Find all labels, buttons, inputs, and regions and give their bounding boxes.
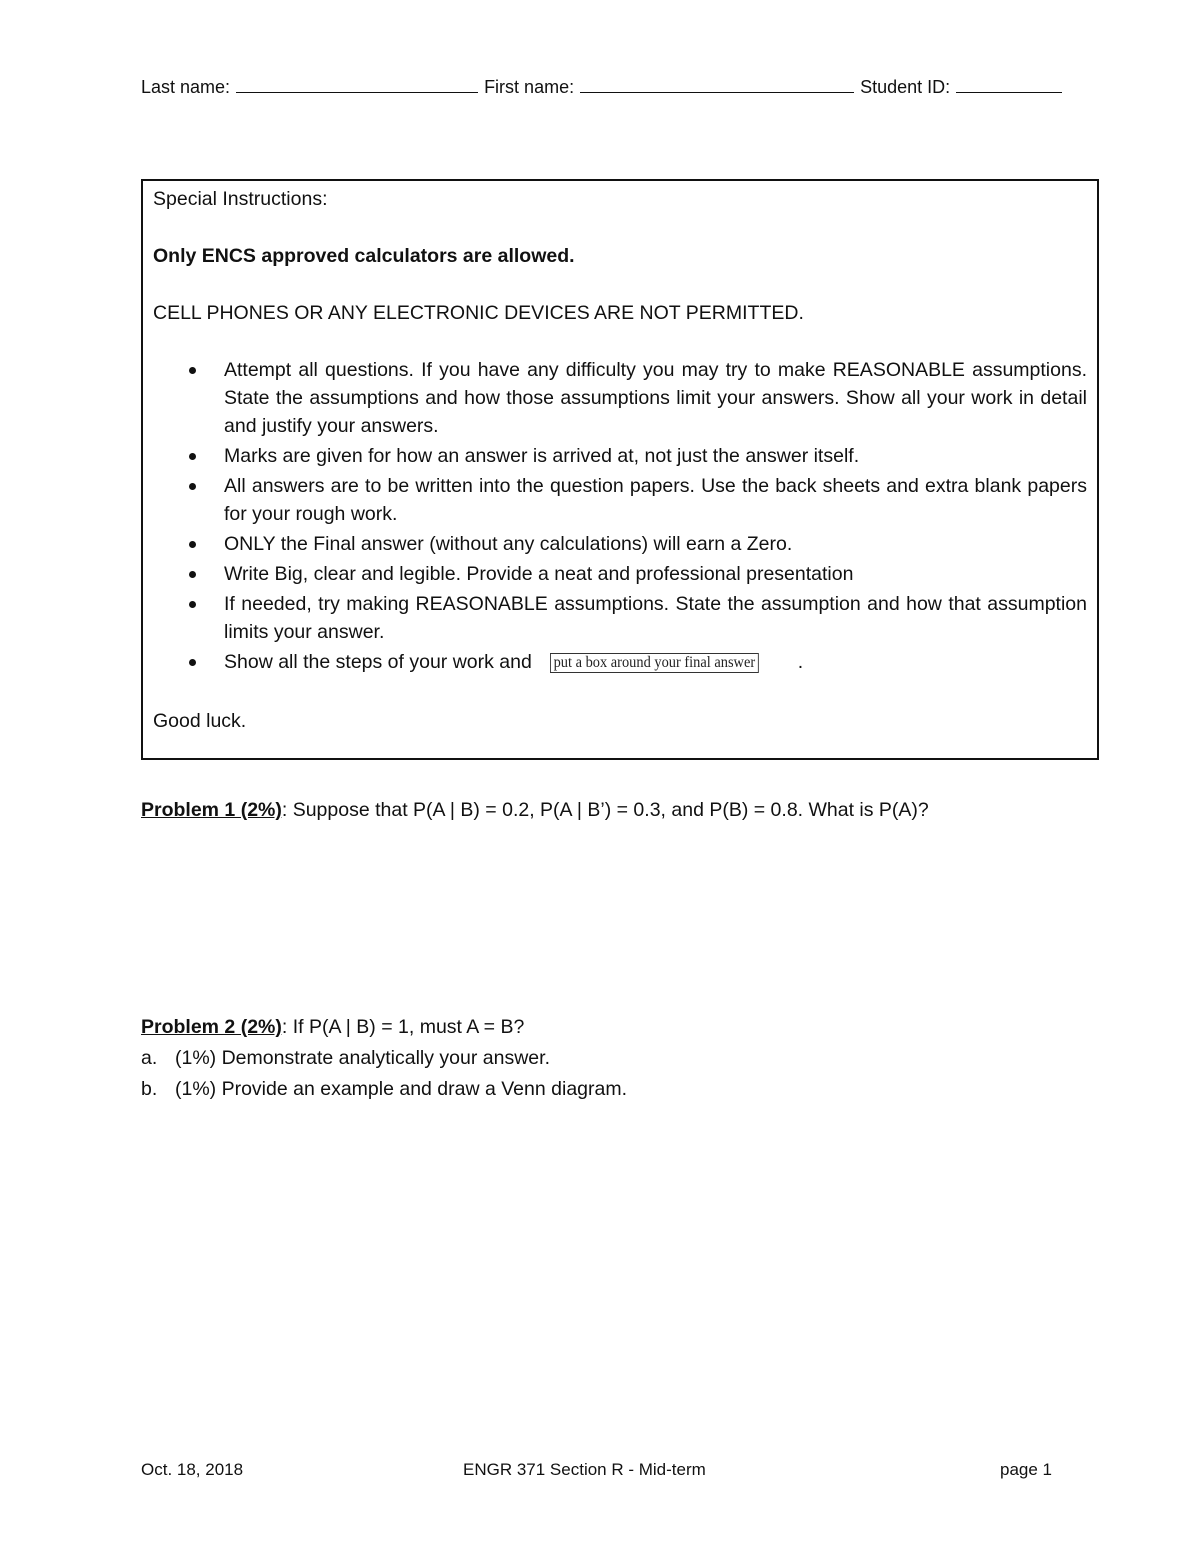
problem-2-text: : If P(A | B) = 1, must A = B?: [281, 1016, 525, 1038]
list-item: Show all the steps of your work and put a box around your final answer .: [153, 648, 1087, 676]
list-item: Attempt all questions. If you have any difficulty you may try to make REASONABLE assumptions. State the assumptions and how those assumptions limit your answers. Show all your work in detail and justify your answers.: [153, 356, 1087, 440]
bullet-icon: [189, 659, 196, 666]
bullet-icon: [189, 571, 196, 578]
list-item: Marks are given for how an answer is arrived at, not just the answer itself.: [153, 442, 1087, 470]
bullet-icon: [189, 541, 196, 548]
footer-date: Oct. 18, 2018: [141, 1460, 244, 1479]
calculators-rule: Only ENCS approved calculators are allowed.: [153, 245, 575, 267]
student-id-blank: [956, 74, 1062, 93]
instructions-list: [153, 356, 1087, 676]
devices-rule: CELL PHONES OR ANY ELECTRONIC DEVICES ARE NOT PERMITTED.: [153, 302, 804, 324]
last-name-label: Last name:: [141, 77, 231, 97]
footer-page-number: page 1: [1000, 1460, 1052, 1479]
problem-2-title: Problem 2 (2%): [141, 1016, 282, 1038]
instructions-heading: Special Instructions:: [153, 188, 328, 210]
list-item: All answers are to be written into the question papers. Use the back sheets and extra blank papers for your rough work.: [153, 472, 1087, 528]
bullet-icon: [189, 483, 196, 490]
problem-2: [141, 1012, 1101, 1105]
problem-1-title: Problem 1 (2%): [141, 799, 282, 821]
problem-1: [141, 795, 1101, 826]
list-item: ONLY the Final answer (without any calculations) will earn a Zero.: [153, 530, 1087, 558]
first-name-blank: [580, 74, 854, 93]
student-id-label: Student ID:: [860, 77, 951, 97]
boxed-answer-note: put a box around your final answer: [550, 653, 759, 673]
first-name-label: First name:: [484, 77, 575, 97]
student-info-header: [141, 74, 1096, 98]
list-item: If needed, try making REASONABLE assumptions. State the assumption and how that assumption limits your answer.: [153, 590, 1087, 646]
problem-2-part-b: b. (1%) Provide an example and draw a Venn diagram.: [141, 1078, 628, 1100]
bullet-icon: [189, 367, 196, 374]
last-name-blank: [236, 74, 478, 93]
footer-course: ENGR 371 Section R - Mid-term: [463, 1460, 706, 1479]
good-luck-text: Good luck.: [153, 710, 247, 732]
problem-1-text: : Suppose that P(A | B) = 0.2, P(A | B’) = 0.3, and P(B) = 0.8. What is P(A)?: [281, 799, 929, 821]
bullet-icon: [189, 601, 196, 608]
bullet-icon: [189, 453, 196, 460]
list-item: Write Big, clear and legible. Provide a neat and professional presentation: [153, 560, 1087, 588]
special-instructions-box: [141, 179, 1099, 760]
problem-2-part-a: a. (1%) Demonstrate analytically your answer.: [141, 1047, 550, 1069]
